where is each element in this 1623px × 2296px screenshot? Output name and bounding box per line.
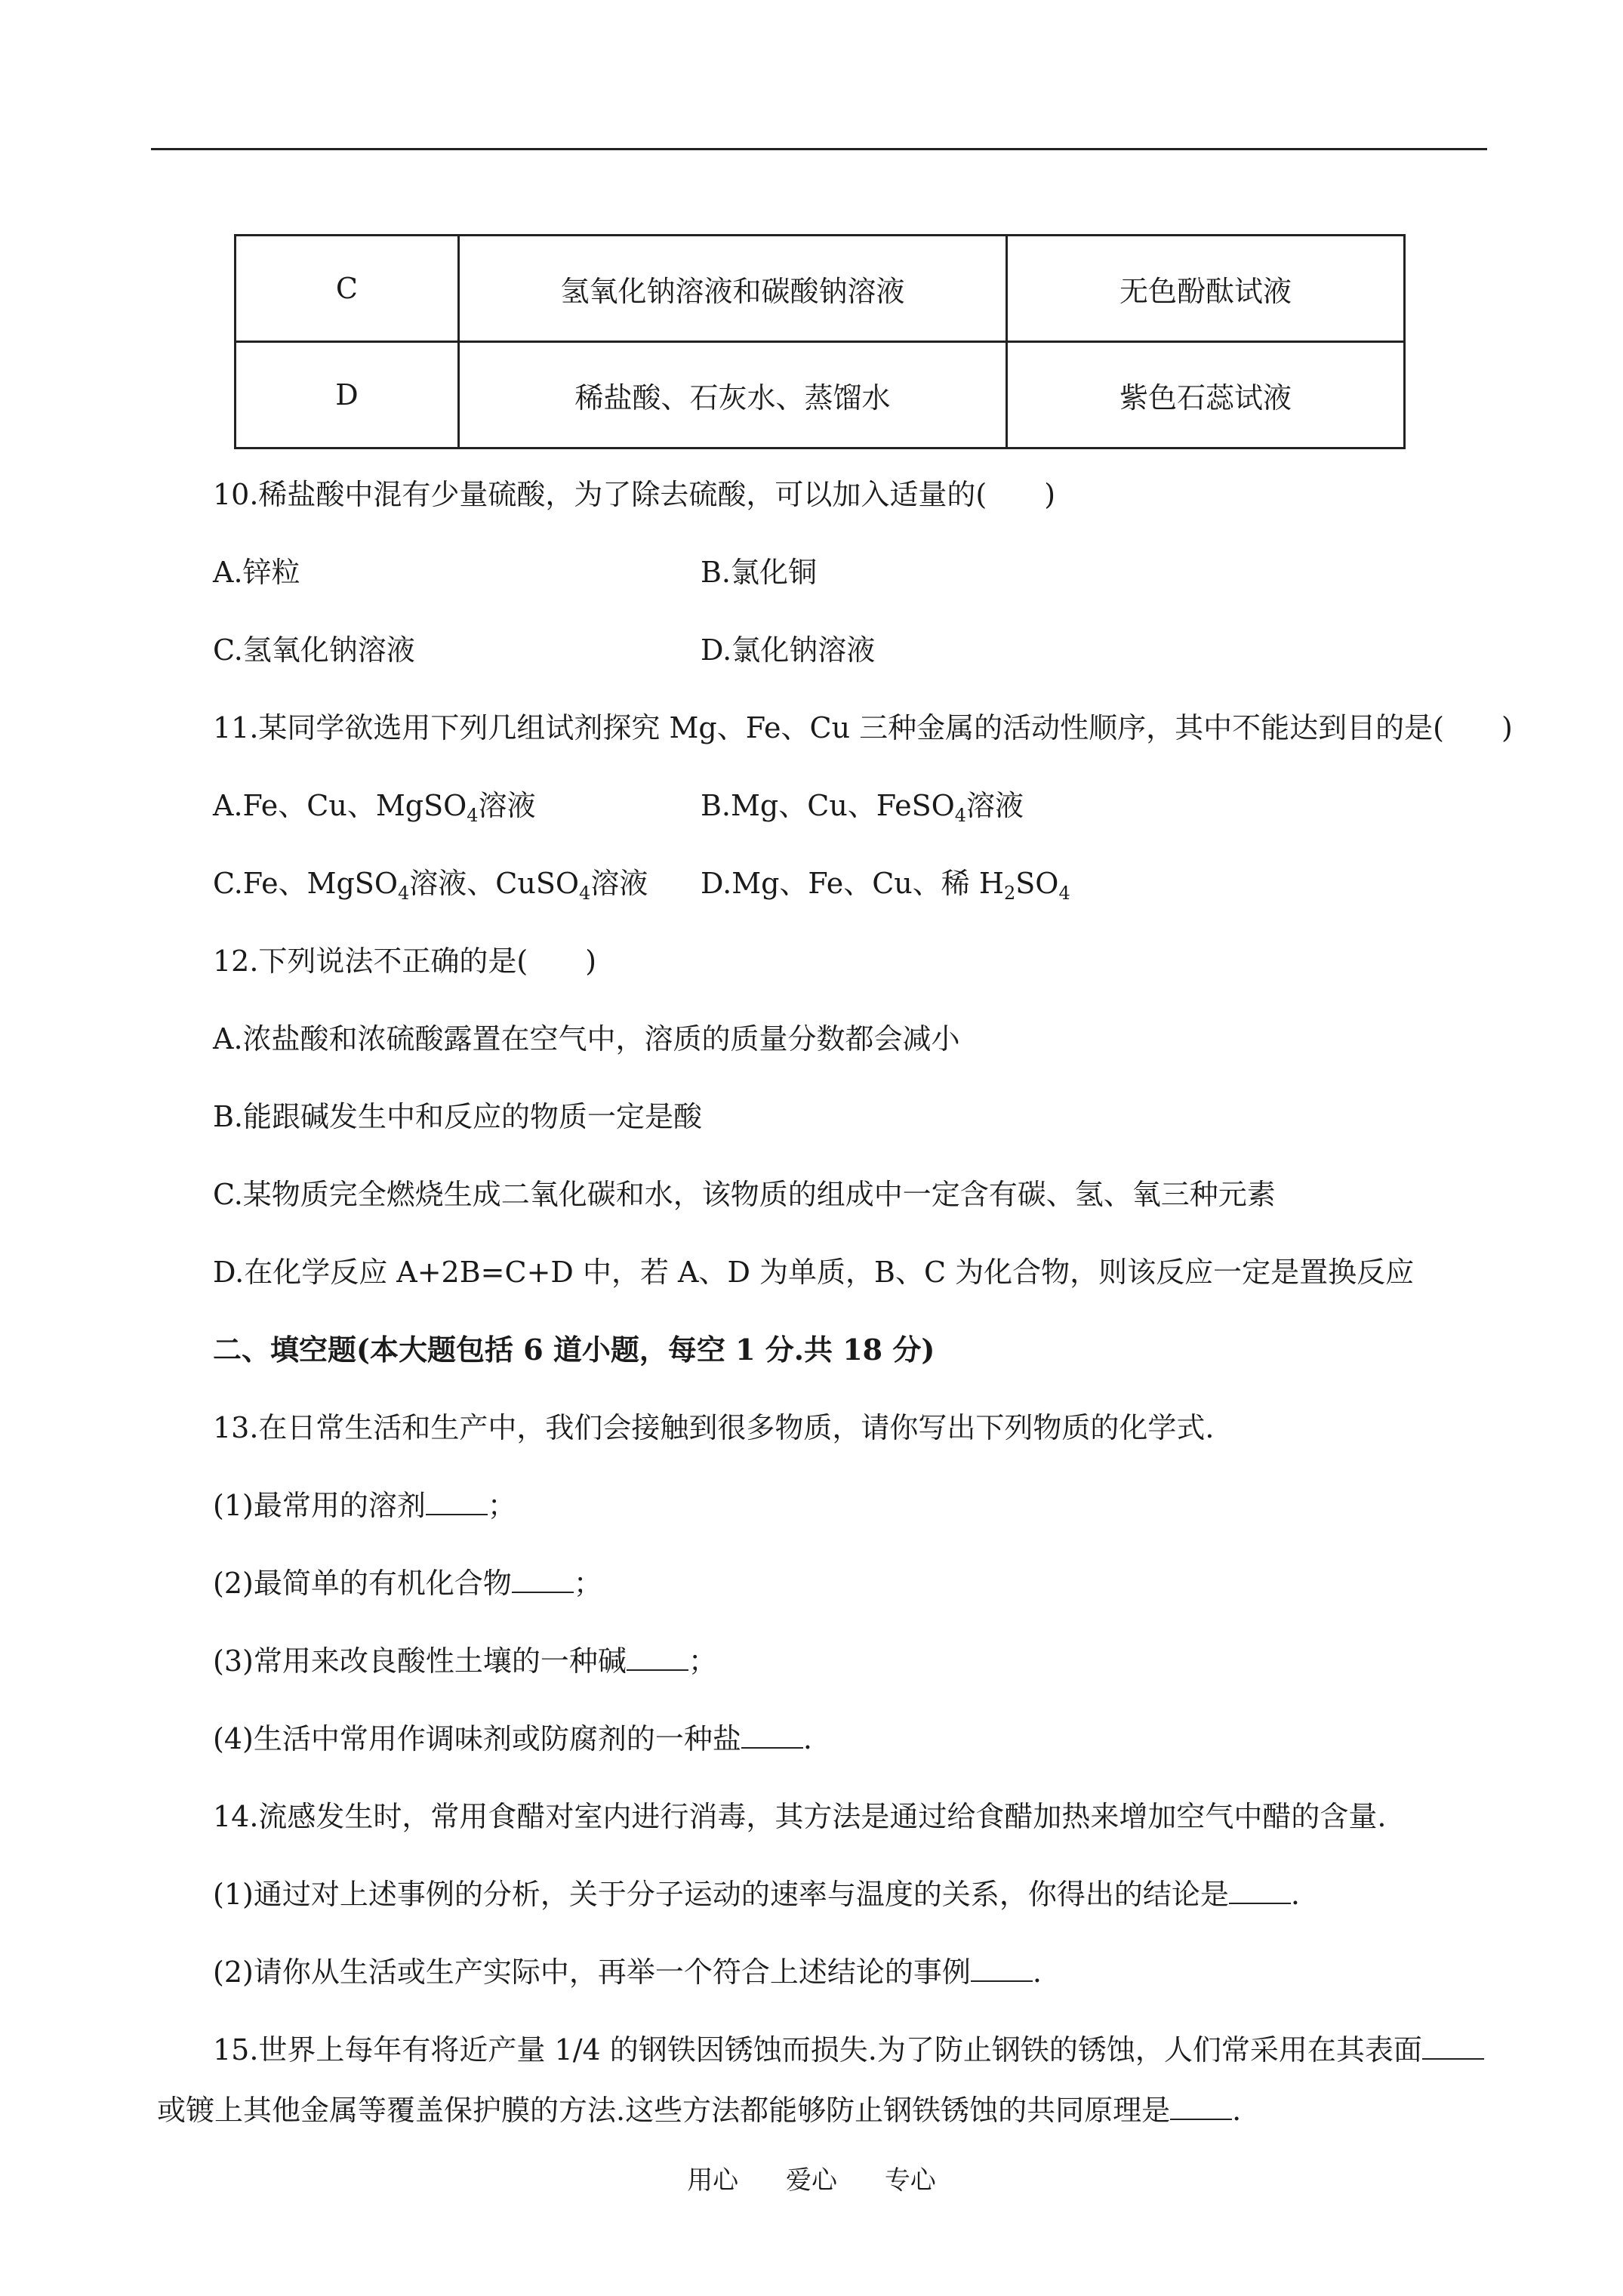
row-indicator: 紫色石蕊试液 (1007, 342, 1405, 448)
q11-option-a: A.Fe、Cu、MgSO$_4$溶液 (213, 789, 536, 826)
footer-word: 专心 (884, 2165, 936, 2196)
q10-stem: 10.稀盐酸中混有少量硫酸，为了除去硫酸，可以加入适量的( ) (213, 478, 1056, 511)
section-title: 二、填空题(本大题包括 6 道小题，每空 1 分.共 18 分) (213, 1333, 935, 1367)
q13-sub1: (1)最常用的溶剂 ； (213, 1489, 516, 1522)
q12-stem: 12.下列说法不正确的是( ) (213, 945, 597, 978)
row-reagents: 稀盐酸、石灰水、蒸馏水 (458, 342, 1006, 448)
page-footer (0, 2159, 1623, 2196)
q14-sub2: (2)请你从生活或生产实际中，再举一个符合上述结论的事例 . (213, 1955, 1042, 1989)
q14-sub1: (1)通过对上述事例的分析，关于分子运动的速率与温度的关系，你得出的结论是 . (213, 1878, 1300, 1911)
answer-blank[interactable] (1422, 2032, 1484, 2060)
q13-sub2: (2)最简单的有机化合物 ； (213, 1567, 602, 1600)
q11-stem: 11.某同学欲选用下列几组试剂探究 Mg、Fe、Cu 三种金属的活动性顺序，其中不能达到目的是( ) (213, 711, 1513, 744)
answer-blank[interactable] (1170, 2093, 1232, 2120)
table-row (236, 236, 1405, 342)
q11-option-d: D.Mg、Fe、Cu、稀 $H_2SO_4$ (701, 867, 1070, 904)
q12-option-a: A.浓盐酸和浓硫酸露置在空气中，溶质的质量分数都会减小 (213, 1022, 960, 1056)
answer-blank[interactable] (971, 1955, 1033, 1982)
q10-option-c: C.氢氧化钠溶液 (213, 633, 415, 667)
row-indicator: 无色酚酞试液 (1007, 236, 1405, 342)
row-label: C (236, 236, 459, 342)
answer-blank[interactable] (426, 1488, 488, 1515)
row-label: D (236, 342, 459, 448)
q13-sub3: (3)常用来改良酸性土壤的一种碱 ； (213, 1644, 717, 1678)
q15-line2: 或镀上其他金属等覆盖保护膜的方法.这些方法都能够防止钢铁锈蚀的共同原理是 . (157, 2094, 1242, 2127)
answer-blank[interactable] (627, 1644, 688, 1671)
answer-blank[interactable] (512, 1566, 574, 1593)
q13-stem: 13.在日常生活和生产中，我们会接触到很多物质，请你写出下列物质的化学式. (213, 1411, 1215, 1444)
table-row (236, 342, 1405, 448)
footer-word: 爱心 (786, 2165, 837, 2196)
row-reagents: 氢氧化钠溶液和碳酸钠溶液 (458, 236, 1006, 342)
header-rule (151, 148, 1487, 150)
q14-stem: 14.流感发生时，常用食醋对室内进行消毒，其方法是通过给食醋加热来增加空气中醋的含量. (213, 1800, 1387, 1833)
q10-option-d: D.氯化钠溶液 (701, 633, 876, 667)
answer-blank[interactable] (1229, 1877, 1291, 1904)
q12-option-d: D.在化学反应 A+2B=C+D 中，若 A、D 为单质，B、C 为化合物，则该反应一定是置换反应 (213, 1256, 1415, 1289)
reagent-table (234, 234, 1406, 449)
q10-option-a: A.锌粒 (213, 556, 300, 589)
q10-option-b: B.氯化铜 (701, 556, 818, 589)
q15-line1: 15.世界上每年有将近产量 1/4 的钢铁因锈蚀而损失.为了防止钢铁的锈蚀，人们常采用在其表面 (213, 2031, 1484, 2069)
q13-sub4: (4)生活中常用作调味剂或防腐剂的一种盐 . (213, 1722, 812, 1755)
q11-option-b: B.Mg、Cu、FeSO$_4$溶液 (701, 789, 1024, 826)
q11-option-c: C.Fe、MgSO$_4$溶液、CuSO$_4$溶液 (213, 867, 648, 904)
answer-blank[interactable] (741, 1721, 803, 1749)
q12-option-b: B.能跟碱发生中和反应的物质一定是酸 (213, 1100, 703, 1133)
footer-word: 用心 (687, 2165, 739, 2196)
q12-option-c: C.某物质完全燃烧生成二氧化碳和水，该物质的组成中一定含有碳、氢、氧三种元素 (213, 1178, 1276, 1211)
